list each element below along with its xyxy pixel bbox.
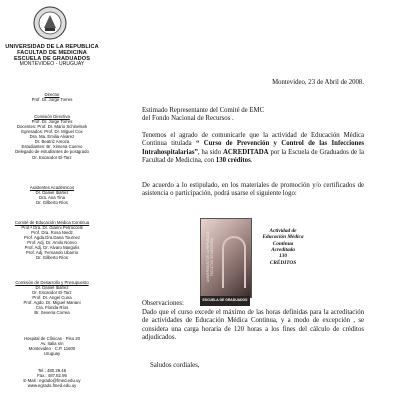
- stamp-line: Educación Médica: [262, 234, 304, 241]
- staff-name: Dr. Gilberto Ríos: [36, 255, 68, 261]
- logo-vertical-line: FACULTAD DE MEDICINA: [210, 238, 215, 276]
- address-block: [0, 336, 104, 356]
- staff-name: Prof. Adj. Fernando Ubarrio: [25, 250, 79, 256]
- accreditation-logo: [200, 218, 312, 308]
- institution-city: MONTEVIDEO - URUGUAY: [19, 61, 85, 68]
- stamp-line: Continua: [272, 240, 294, 247]
- institution-line: UNIVERSIDAD DE LA REPUBLICA: [5, 44, 99, 50]
- staff-name: Dr. Escandor El-Tarz: [32, 154, 72, 160]
- staff-name: Dr. Beatriz Amoza: [34, 139, 70, 145]
- staff-name: Dr. Daniel Ibáñez: [35, 285, 69, 291]
- staff-name: Dra. Ana Tina: [38, 195, 66, 201]
- staff-name: Cra. Florida Ríos: [35, 305, 69, 311]
- staff-name: Br. Severia Correa: [34, 310, 70, 316]
- closing: Saludos cordiales,: [150, 362, 200, 369]
- p1-text: por la Escuela de Graduados de la Facultad de Medicina, con: [142, 148, 364, 164]
- staff-name: Prof. Dr. Jorge Torres: [31, 97, 73, 103]
- logo-arch-shape: [222, 236, 246, 288]
- staff-name: Delegado de estudiantes de postgrado: [15, 149, 89, 155]
- staff-name: Prof. Dr. Angel Cuna: [32, 295, 72, 301]
- staff-name: Dr. Gilberto Ríos: [36, 200, 68, 206]
- institution-line: FACULTAD DE MEDICINA: [17, 50, 87, 57]
- accreditation-paragraph: [142, 132, 364, 165]
- institution-title: [0, 44, 104, 68]
- credits-value: 130 créditos: [215, 156, 251, 164]
- block-heading: Comisión de Desarrollo y Presupuesto: [15, 280, 89, 285]
- observations-label: Observaciones:: [142, 300, 184, 307]
- staff-name: Dr. Daniel Ibáñez: [35, 190, 69, 196]
- logo-vertical-line: UNIVERSIDAD DE LA REPUBLICA: [206, 231, 210, 283]
- block-heading: Asistentes Académicos: [29, 185, 75, 190]
- accreditation-stamp-text: [254, 228, 312, 266]
- contact-line: E-Mail : egrado@fmed.edu.uy: [23, 378, 81, 384]
- contact-block: [0, 368, 104, 388]
- staff-name: Docentes: Prof. Dr. Mario Schinelsek: [16, 124, 88, 130]
- institution-line: ESCUELA DE GRADUADOS: [13, 56, 91, 63]
- staff-name: Prof. Agda.Dra.Dana Tournez: [23, 235, 81, 241]
- stamp-line: Acreditada: [271, 247, 295, 254]
- staff-name: Estudiantes: Br. Ximena Cuervo: [21, 144, 83, 150]
- comision-recursos-block: [0, 280, 104, 315]
- staff-name: Prof. Adj. Dr. Amilo Nonvo: [27, 240, 77, 246]
- staff-name: Prof.ª Dra. Dr. Gianni Petruccelli: [21, 225, 83, 231]
- stamp-line: 130: [279, 253, 287, 260]
- letter-body: [142, 0, 364, 400]
- logo-base-text: ESCUELA DE GRADUADOS: [202, 298, 248, 302]
- block-heading: Director: [44, 92, 60, 97]
- comite-emc-block: [0, 220, 104, 261]
- address-line: Montevideo · C.P. 11600: [28, 346, 76, 352]
- addressee: [142, 107, 364, 124]
- letter-date: Montevideo, 23 de Abril de 2008.: [272, 79, 364, 86]
- course-title: “ Curso de Prevención y Control de las Infecciones Intrahospitalarias”: [142, 140, 364, 156]
- staff-name: Prof. Agdo. Dr. Miguel Mariani: [23, 300, 81, 306]
- p1-text: Tenemos el agrado de comunicarle que la actividad de Educación Médica Continua titulada: [142, 132, 364, 148]
- logo-vertical-text: [206, 222, 218, 292]
- address-line: Hospital de Clínicas · Piso 20: [23, 336, 81, 341]
- letterhead-sidebar: [0, 0, 104, 400]
- staff-name: Egresados: Prof. Dr. Miguel Cox: [21, 129, 83, 135]
- director-block: [0, 92, 104, 102]
- stamp-line: CRÉDITOS: [269, 259, 297, 266]
- contact-line: Tel.: 480.29.46: [37, 368, 67, 373]
- logo-usage-paragraph: De acuerdo a lo estipulado, en los materiales de promoción y/o certificados de asistencia o participación, podrá usarse el siguiente logo:: [142, 182, 364, 198]
- block-heading: Comité de Educación Médica Continua: [14, 220, 90, 225]
- staff-name: Prof. Dr. Jorge Torres: [31, 119, 73, 125]
- observations-text: Dado que el curso excede el máximo de las horas definidas para la acreditación de actividades de Educación Médica Continua, y a modo de excepción , se considera una carga horaria de 120 horas a los fines del cálculo de créditos adjudicados.: [142, 309, 364, 341]
- p1-text: , ha sido: [197, 148, 223, 156]
- stamp-line: Actividad de: [269, 228, 297, 234]
- logo-base: [200, 296, 250, 306]
- university-seal-icon: [33, 6, 67, 40]
- staff-name: Dr. Escandor El-Tarz: [32, 290, 72, 296]
- contact-line: www.egrado.fmed.edu.uy: [27, 383, 77, 389]
- staff-name: Prof. Dra. Rosa Niedz: [31, 230, 73, 236]
- staff-name: Dra. Ma. Emilia Alvarez: [29, 134, 75, 140]
- staff-name: Prof. Adj. Dr. Alvaro Margolis: [24, 245, 80, 251]
- addressee-line-1: Estimado Representante del Comité de EMC: [142, 107, 265, 114]
- block-heading: Comisión Directiva: [34, 114, 70, 119]
- addressee-line-2: del Fondo Nacional de Recursos .: [142, 115, 234, 123]
- comision-directiva-block: [0, 114, 104, 160]
- accredited-label: ACREDITADA: [222, 148, 269, 156]
- contact-line: Fax.: 487.82.95: [37, 373, 67, 379]
- address-line: Av. Italia s/n: [40, 341, 64, 347]
- p1-text: .: [250, 156, 253, 164]
- asistentes-block: [0, 185, 104, 205]
- address-line: Uruguay: [43, 351, 61, 357]
